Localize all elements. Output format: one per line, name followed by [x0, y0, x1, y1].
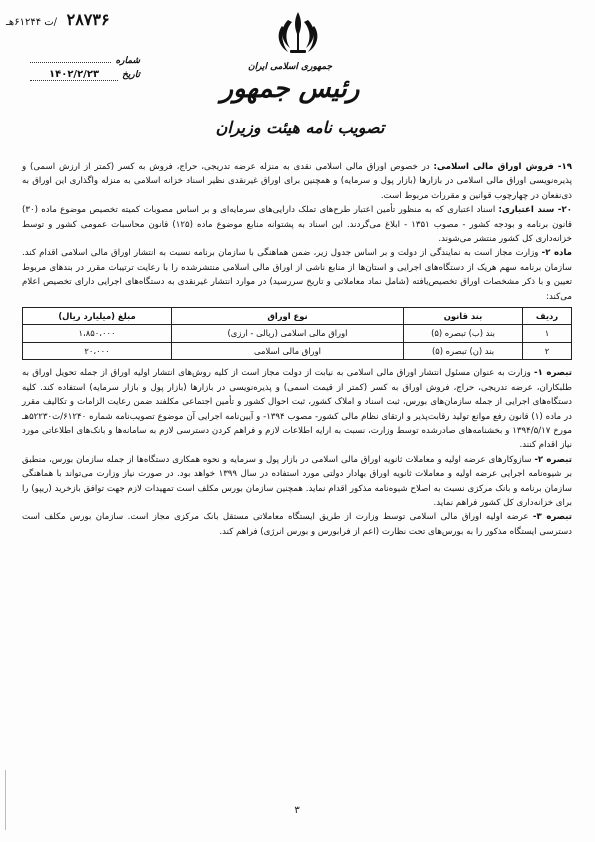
table-cell: ۱ — [523, 325, 572, 342]
paragraph-19 — [22, 160, 572, 203]
note-3 — [22, 510, 572, 539]
document-body — [22, 160, 572, 539]
table-cell: اوراق مالی اسلامی — [172, 342, 404, 359]
table-cell: اوراق مالی اسلامی (ریالی - ارزی) — [172, 325, 404, 342]
date-value: ۱۴۰۲/۲/۲۳ — [30, 69, 118, 81]
paragraph-20-text: اسناد اعتباری که به منظور تأمین اعتبار طرح‌های تملک دارایی‌های سرمایه‌ای و بر اساس مصوبات کمیته تخصیص موضوع ماده (۳۰) قانون برنامه و بودجه کشور - مصوب ۱۳۵۱ - ابلاغ می‌گردند. این اسناد به پشتوانه منابع موضوع ماده (۱۲۵) قانون محاسبات عمومی کشور و توسط خزانه‌داری کل کشور منتشر می‌شوند. — [22, 205, 573, 245]
article-2-title: ماده ۲- — [541, 248, 573, 259]
page-number: ۳ — [294, 805, 300, 816]
paragraph-20-title: ۲۰- سند اعتباری: — [498, 205, 573, 216]
country-name: جمهوری اسلامی ایران — [247, 62, 333, 72]
table-cell: ۲ — [523, 342, 572, 359]
paragraph-20 — [22, 203, 572, 246]
note-2-title: تبصره ۲- — [534, 454, 572, 465]
article-2 — [22, 246, 572, 304]
note-1-title: تبصره ۱- — [534, 368, 572, 379]
table-header-row — [23, 308, 572, 325]
paragraph-19-title: ۱۹- فروش اوراق مالی اسلامی: — [433, 162, 572, 172]
table-row — [23, 342, 572, 359]
number-value — [30, 62, 111, 63]
table-cell: بند (ب) تبصره (۵) — [404, 325, 523, 342]
note-2 — [22, 453, 572, 511]
note-1-text: وزارت به عنوان مسئول انتشار اوراق مالی اسلامی به نیابت از دولت مجاز است از کلیه روش‌های انتشار اولیه اوراق از جمله تحویل اوراق به طلبکاران، عرضه تدریجی، حراج، فروش اوراق به کسر (کمتر از قیمت اسمی) و پذیره‌نویسی در بازارها (بازار پول و بازار سرمایه) استفاده کند. کلیه دستگاه‌های اجرایی از جمله سازمان‌های بورس، ثبت اسناد و املاک کشور، ثبت احوال کشور و تأمین اجتماعی مکلفند ضمن رعایت الزامات و تکالیف مقرر در ماده (۱) قانون رفع موانع تولید رقابت‌پذیر و ارتقای نظام مالی کشور- مصوب ۱۳۹۴- و آیین‌نامه اجرایی آن موضوع تصویب‌نامه شماره ۶۱۲۴۰/ت۵۲۲۳۰هـ مورخ ۱۳۹۴/۵/۱۷ و بخشنامه‌های صادرشده توسط وزارت، نسبت به ارایه اطلاعات لازم و فراهم کردن دسترسی لازم به سامانه‌ها و بانک‌های اطلاعاتی مورد نیاز اقدام کنند. — [22, 368, 573, 451]
article-2-text: وزارت مجاز است به نمایندگی از دولت و بر اساس جدول زیر، ضمن هماهنگی با سازمان برنامه نسبت به انتشار اوراق مالی اسلامی اقدام کند. سازمان برنامه سهم هریک از دستگاه‌های اجرایی و استان‌ها از منابع ناشی از اوراق مالی اسلامی منتشرشده را با رعایت ترتیبات مقرر در بندهای مربوط تعیین و با ذکر مشخصات اوراق تخصیص‌یافته (شامل نماد معاملاتی و تاریخ سررسید) در موارد انتشار غیرنقدی به دستگاه‌های اجرایی دارای تخصیص اعلام می‌کند: — [22, 248, 572, 302]
paragraph-19-text: در خصوص اوراق مالی اسلامی نقدی به منزله عرضه تدریجی، حراج، فروش به کسر (کمتر از ارزش اسمی) و پذیره‌نویسی اوراق مالی اسلامی در بازارها (بازار پول و سرمایه) و همچنین برای اوراق غیرنقدی نظیر اسناد خزانه اسلامی به منزله واگذاری این اوراق به ذی‌نفعان در چهارچوب قوانین و مقررات مربوط است. — [22, 162, 572, 201]
note-3-title: تبصره ۳- — [532, 512, 572, 523]
table-row — [23, 325, 572, 342]
allocation-table — [22, 307, 572, 360]
letter-meta — [30, 56, 140, 84]
table-cell: بند (ن) تبصره (۵) — [404, 342, 523, 359]
column-header: ردیف — [523, 308, 572, 325]
emblem-icon — [270, 6, 326, 62]
date-row — [30, 69, 140, 81]
handwritten-number: ۲۸۷۳۶ — [66, 10, 110, 29]
date-label: تاریخ — [122, 70, 140, 80]
ref-number: /ت ۶۱۲۴۴هـ — [6, 17, 58, 28]
note-2-text: سازوکارهای عرضه اولیه و معاملات ثانویه اوراق مالی اسلامی در بازار پول و سرمایه و نحوه همکاری دستگاه‌ها از جمله سازمان بورس، منطبق بر شیوه‌نامه اجرایی عرضه اولیه و معاملات ثانویه اوراق بهادار دولتی مورد استفاده در سال ۱۳۹۹ خواهد بود. در صورت نیاز وزارت می‌تواند با هماهنگی سازمان برنامه و بانک مرکزی نسبت به اصلاح شیوه‌نامه مذکور اقدام نماید. همچنین سازمان بورس مکلف است تمهیدات لازم جهت توافق بازخرید (ریپو) را برای خزانه‌داری کل کشور فراهم نماید. — [22, 454, 572, 508]
column-header: مبلغ (میلیارد ریال) — [23, 308, 172, 325]
table-cell: ۱،۸۵۰،۰۰۰ — [23, 325, 172, 342]
column-header: نوع اوراق — [172, 308, 404, 325]
column-header: بند قانون — [404, 308, 523, 325]
table-cell: ۲۰،۰۰۰ — [23, 342, 172, 359]
resolution-title: تصویب نامه هیئت وزیران — [215, 118, 385, 137]
note-1 — [22, 366, 572, 452]
number-row — [30, 56, 140, 66]
note-3-text: عرضه اولیه اوراق مالی اسلامی توسط وزارت از طریق ایستگاه معاملاتی مستقل بانک مرکزی مجاز است. سازمان بورس مکلف است دسترسی ایستگاه مذکور را به بورس‌های تحت نظارت (اعم از فرابورس و بورس انرژی) فراهم کند. — [22, 512, 572, 537]
number-label: شماره — [115, 56, 140, 66]
scan-edge-line — [5, 770, 6, 830]
office-title: رئیس جمهور — [220, 74, 360, 104]
handwritten-reference — [6, 10, 110, 29]
